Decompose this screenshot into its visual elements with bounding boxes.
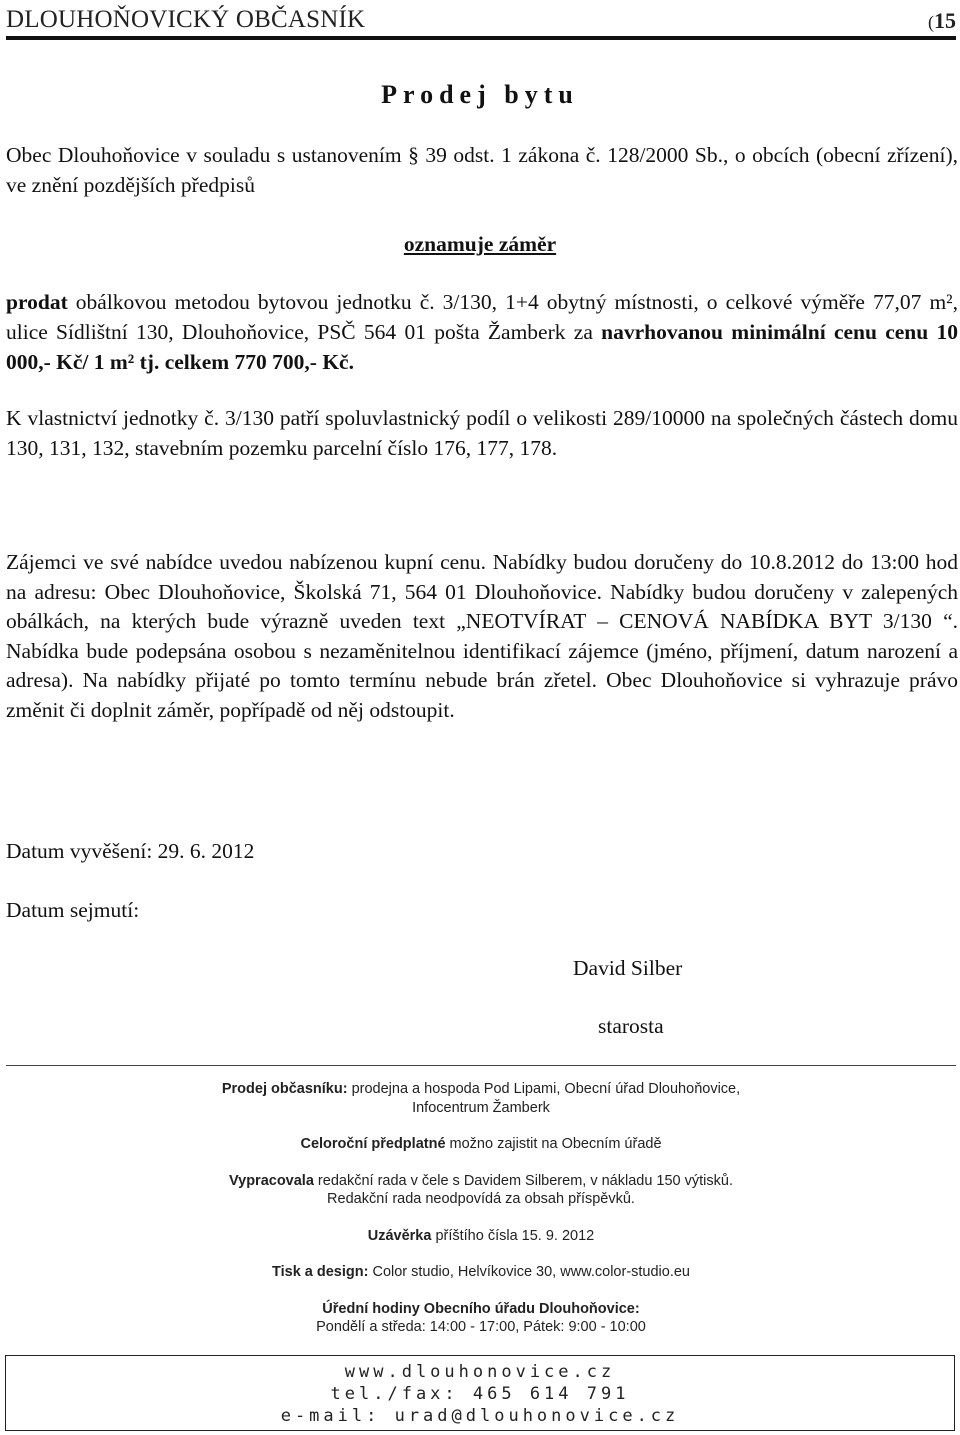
header-divider <box>6 36 956 40</box>
article-intro: Obec Dlouhoňovice v souladu s ustanovením § 39 odst. 1 zákona č. 128/2000 Sb., o obcích (obecní zřízení), ve znění pozdějších předpisů <box>6 143 958 197</box>
imprint-subscription <box>6 1135 956 1154</box>
page-header <box>6 4 956 34</box>
sale-price: navrhovanou minimální cenu cenu 10 000,- Kč/ 1 m² tj. celkem 770 700,- Kč. <box>6 320 959 374</box>
article-title: Prodej bytu <box>381 80 579 109</box>
article-subtitle: oznamuje záměr <box>403 232 557 256</box>
date-removed: Datum sejmutí: <box>6 898 140 922</box>
imprint-prepared <box>6 1172 956 1191</box>
imprint-deadline-text: příštího čísla 15. 9. 2012 <box>431 1227 595 1244</box>
sale-text: obálkovou metodou bytovou jednotku č. 3/130, 1+4 obytný místnosti, o celkové výměře 77,07 m², ulice Sídlištní 130, Dlouhoňovice, PSČ 564 01 pošta Žamberk za <box>6 290 958 344</box>
masthead-title: DLOUHOŇOVICKÝ OBČASNÍK <box>6 6 366 33</box>
imprint-print <box>6 1263 956 1282</box>
imprint-subscription-label: Celoroční předplatné <box>300 1136 446 1152</box>
imprint-deadline-label: Uzávěrka <box>367 1227 432 1244</box>
signer-name: David Silber <box>573 956 683 980</box>
contact-web-link[interactable]: www.dlouhonovice.cz <box>344 1362 616 1382</box>
imprint-deadline <box>6 1227 956 1246</box>
page-number-paren: ( <box>928 12 934 32</box>
imprint-hours-text: Pondělí a středa: 14:00 - 17:00, Pátek: 9:00 - 10:00 <box>316 1319 646 1335</box>
imprint-hours-heading <box>6 1300 956 1319</box>
imprint <box>6 1080 956 1337</box>
imprint-prepared-text: redakční rada v čele s Davidem Silberem, v nákladu 150 výtisků. <box>313 1172 733 1189</box>
ownership-paragraph: K vlastnictví jednotky č. 3/130 patří spoluvlastnický podíl o velikosti 289/10000 na společných částech domu 130, 131, 132, stavebním pozemku parcelní číslo 176, 177, 178. <box>6 406 958 460</box>
offers-paragraph: Zájemci ve své nabídce uvedou nabízenou kupní cenu. Nabídky budou doručeny do 10.8.2012 do 13:00 hod na adresu: Obec Dlouhoňovice, Školská 71, 564 01 Dlouhoňovice. Nabídky budou doručeny v zalepených obálkách, na kterých bude výrazně uveden text „NEOTVÍRAT – CENOVÁ NABÍDKA BYT 3/130 “. Nabídka bude podepsána osobou s nezaměnitelnou identifikací zájemce (jméno, příjmení, datum narození a adresa). Na nabídky přijaté po tomto termínu nebude brán zřetel. Obec Dlouhoňovice si vyhrazuje právo změnit či doplnit záměr, popřípadě od něj odstoupit. <box>6 550 958 722</box>
signer-role: starosta <box>598 1014 664 1038</box>
page-number <box>928 8 956 34</box>
imprint-disclaimer: Redakční rada neodpovídá za obsah příspěvků. <box>327 1191 635 1207</box>
imprint-hours-label: Úřední hodiny Obecního úřadu Dlouhoňovice: <box>322 1300 640 1317</box>
contact-email-link[interactable]: e-mail: urad@dlouhonovice.cz <box>280 1406 680 1426</box>
imprint-sale-text: prodejna a hospoda Pod Lipami, Obecní úřad Dlouhoňovice, <box>347 1081 741 1097</box>
imprint-sale-line-2: Infocentrum Žamberk <box>412 1099 550 1116</box>
imprint-prepared-label: Vypracovala <box>229 1172 314 1189</box>
imprint-sale-line-1 <box>6 1080 956 1099</box>
page-number-value: 15 <box>934 8 956 33</box>
footer-divider <box>6 1065 956 1066</box>
imprint-print-label: Tisk a design: <box>272 1264 369 1280</box>
contact-phone: tel./fax: 465 614 791 <box>330 1384 630 1404</box>
sale-paragraph <box>6 287 958 377</box>
sale-lead: prodat <box>6 290 68 314</box>
imprint-subscription-text: možno zajistit na Obecním úřadě <box>445 1136 662 1152</box>
imprint-sale-label: Prodej občasníku: <box>221 1081 348 1097</box>
imprint-print-text: Color studio, Helvíkovice 30, www.color-studio.eu <box>368 1264 690 1280</box>
date-posted: Datum vyvěšení: 29. 6. 2012 <box>6 839 255 863</box>
contact-box <box>5 1355 955 1431</box>
